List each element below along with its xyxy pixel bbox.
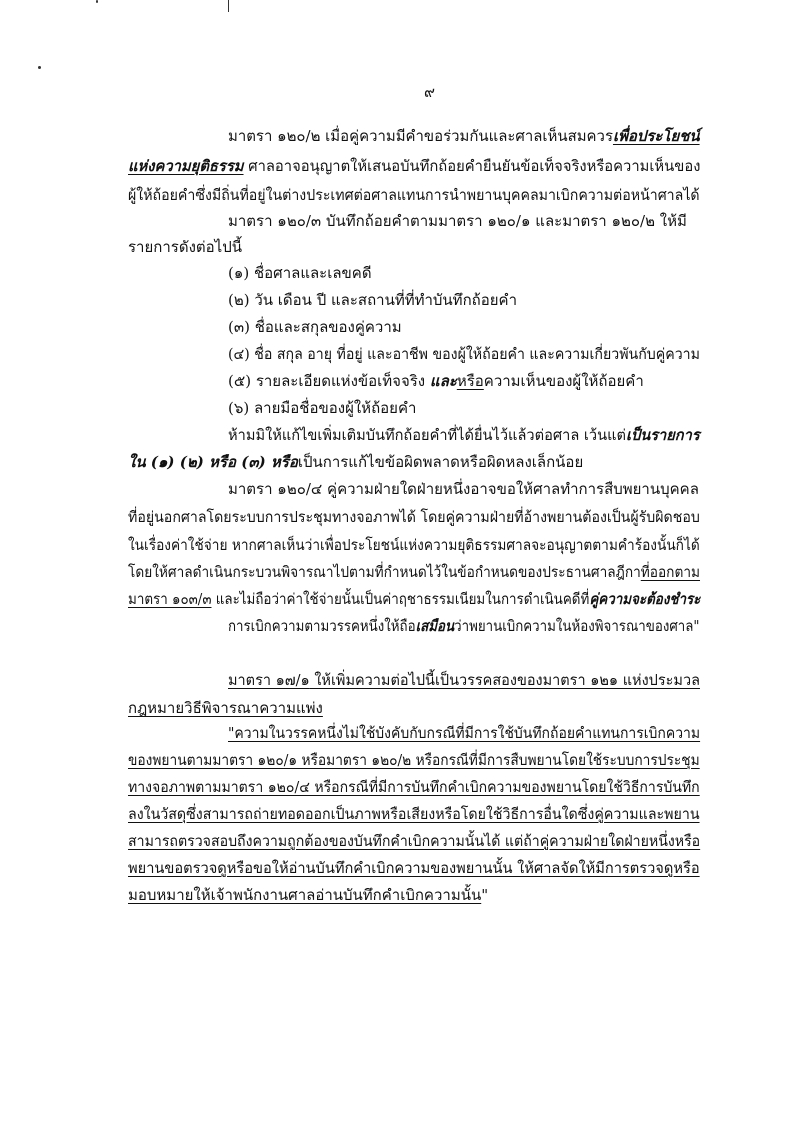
text-segment: ผู้ให้ถ้อยคำซึ่งมีถิ่นที่อยู่ในต่างประเทศต่อศาลแทนการนำพยานบุคคลมาเบิกความต่อหน้าศาลได้ bbox=[128, 186, 700, 204]
text-line bbox=[228, 344, 700, 364]
text-line bbox=[228, 425, 700, 445]
text-segment: ความเห็นของผู้ให้ถ้อยคำ bbox=[483, 372, 644, 390]
text-line bbox=[128, 535, 700, 555]
text-line bbox=[228, 290, 517, 310]
scan-speck bbox=[96, 0, 98, 3]
page-number: ๙ bbox=[424, 83, 435, 101]
text-segment: (๖) ลายมือชื่อของผู้ให้ถ้อยคำ bbox=[228, 399, 417, 417]
text-segment: มอบหมายให้เจ้าพนักงานศาลอ่านบันทึกคำเบิกความนั้น bbox=[128, 886, 482, 904]
text-segment: (๒) วัน เดือน ปี และสถานที่ที่ทำบันทึกถ้อยคำ bbox=[228, 291, 517, 309]
text-line bbox=[128, 777, 700, 797]
text-line bbox=[228, 317, 402, 337]
text-segment: ที่ออกตาม bbox=[640, 563, 701, 581]
scan-speck bbox=[38, 66, 41, 69]
text-segment: โดยให้ศาลดำเนินกระบวนพิจารณาไปตามที่กำหนดไว้ในข้อกำหนดของประธานศาลฎีกา bbox=[128, 563, 641, 581]
text-segment: ทางจอภาพตามมาตรา ๑๒๐/๔ หรือกรณีที่มีการบันทึกคำเบิกความของพยานโดยใช้วิธีการบันทึก bbox=[128, 778, 700, 796]
text-line bbox=[128, 698, 323, 718]
text-line bbox=[128, 507, 700, 527]
text-line bbox=[128, 885, 488, 905]
text-segment: คู่ความจะต้องชำระ bbox=[589, 590, 701, 608]
text-segment: ที่อยู่นอกศาลโดยระบบการประชุมทางจอภาพได้ โดยคู่ความฝ่ายที่อ้างพยานต้องเป็นผู้รับผิดชอบ bbox=[128, 508, 700, 526]
text-segment: " bbox=[481, 886, 489, 904]
text-segment: รายการดังต่อไปนี้ bbox=[128, 238, 242, 256]
text-segment: เป็นรายการ bbox=[625, 426, 700, 444]
text-line bbox=[228, 723, 700, 743]
text-segment: ห้ามมิให้แก้ไขเพิ่มเติมบันทึกถ้อยคำที่ได้ยื่นไว้แล้วต่อศาล เว้นแต่ bbox=[228, 426, 626, 444]
text-segment: แห่งความยุติธรรม bbox=[128, 157, 244, 175]
text-segment: ลงในวัสดุซึ่งสามารถถ่ายทอดออกเป็นภาพหรือเสียงหรือโดยใช้วิธีการอื่นใดซึ่งคู่ความและพยาน bbox=[128, 805, 700, 823]
text-segment: สามารถตรวจสอบถึงความถูกต้องของบันทึกคำเบิกความนั้นได้ แต่ถ้าคู่ความฝ่ายใดฝ่ายหนึ่งหรือ bbox=[128, 832, 701, 850]
text-line bbox=[128, 185, 700, 205]
text-line bbox=[228, 398, 416, 418]
text-segment: "ความในวรรคหนึ่งไม่ใช้บังคับกับกรณีที่มีการใช้บันทึกถ้อยคำแทนการเบิกความ bbox=[228, 724, 701, 742]
text-line bbox=[128, 858, 700, 878]
text-segment: เพื่อประโยชน์ bbox=[612, 127, 700, 145]
text-line bbox=[128, 156, 700, 176]
text-segment: (๕) รายละเอียดแห่งข้อเท็จจริง bbox=[228, 372, 430, 390]
text-line bbox=[128, 452, 583, 472]
text-segment: (๔) ชื่อ สกุล อายุ ที่อยู่ และอาชีพ ของผู้ให้ถ้อยคำ และความเกี่ยวพันกับคู่ความ bbox=[228, 345, 700, 363]
text-line bbox=[228, 211, 687, 231]
text-segment: ให้เพิ่มความต่อไปนี้เป็นวรรคสองของมาตรา ๑๒๑ แห่งประมวล bbox=[309, 671, 700, 689]
text-segment: มาตรา ๑๒๐/๒ เมื่อคู่ความมีคำขอร่วมกันและศาลเห็นสมควร bbox=[228, 127, 613, 145]
text-line bbox=[128, 237, 242, 257]
text-segment: พยานขอตรวจดูหรือขอให้อ่านบันทึกคำเบิกความของพยานนั้น ให้ศาลจัดให้มีการตรวจดูหรือ bbox=[128, 859, 700, 877]
text-segment: เสมือน bbox=[415, 617, 455, 635]
text-line bbox=[128, 589, 700, 609]
text-segment: มาตรา ๑๒๐/๔ คู่ความฝ่ายใดฝ่ายหนึ่งอาจขอให้ศาลทำการสืบพยานบุคคล bbox=[228, 480, 699, 498]
text-segment: มาตรา ๑๐๓/๓ bbox=[128, 590, 212, 608]
text-segment: มาตรา ๑๒๐/๓ บันทึกถ้อยคำตามมาตรา ๑๒๐/๑ และมาตรา ๑๒๐/๒ ให้มี bbox=[228, 212, 687, 230]
text-line bbox=[128, 562, 700, 582]
text-segment: ศาลอาจอนุญาตให้เสนอบันทึกถ้อยคำยืนยันข้อเท็จจริงหรือความเห็นของ bbox=[243, 157, 701, 175]
text-segment: หรือ bbox=[456, 372, 484, 390]
text-segment: ในเรื่องค่าใช้จ่าย หากศาลเห็นว่าเพื่อประโยชน์แห่งความยุติธรรมศาลจะอนุญาตตามคำร้องนั้นก็ได้ bbox=[128, 536, 700, 554]
text-line bbox=[228, 616, 700, 636]
text-line bbox=[228, 670, 700, 690]
text-segment: กฎหมายวิธีพิจารณาความแพ่ง bbox=[128, 699, 323, 717]
text-line bbox=[228, 479, 699, 499]
text-segment: และ bbox=[429, 372, 457, 390]
text-segment: เป็นการแก้ไขข้อผิดพลาดหรือผิดหลงเล็กน้อย bbox=[297, 453, 584, 471]
text-segment: ว่าพยานเบิกความในห้องพิจารณาของศาล" bbox=[454, 617, 700, 635]
text-line bbox=[128, 831, 700, 851]
text-segment: การเบิกความตามวรรคหนึ่งให้ถือ bbox=[228, 617, 416, 635]
text-segment: ของพยานตามมาตรา ๑๒๐/๑ หรือมาตรา ๑๒๐/๒ หรือกรณีที่มีการสืบพยานโดยใช้ระบบการประชุม bbox=[128, 751, 700, 769]
text-line bbox=[128, 750, 700, 770]
text-segment: ใน (๑) (๒) หรือ (๓) หรือ bbox=[128, 453, 298, 471]
text-segment: (๓) ชื่อและสกุลของคู่ความ bbox=[228, 318, 402, 336]
text-segment: (๑) ชื่อศาลและเลขคดี bbox=[228, 264, 372, 282]
text-line bbox=[228, 126, 700, 146]
text-segment: มาตรา ๑๗/๑ bbox=[228, 671, 310, 689]
text-line bbox=[128, 804, 700, 824]
text-segment: และไม่ถือว่าค่าใช้จ่ายนั้นเป็นค่าฤชาธรรมเนียมในการดำเนินคดีที่ bbox=[211, 590, 590, 608]
scan-speck bbox=[228, 0, 229, 12]
text-line bbox=[228, 371, 644, 391]
text-line bbox=[228, 263, 372, 283]
